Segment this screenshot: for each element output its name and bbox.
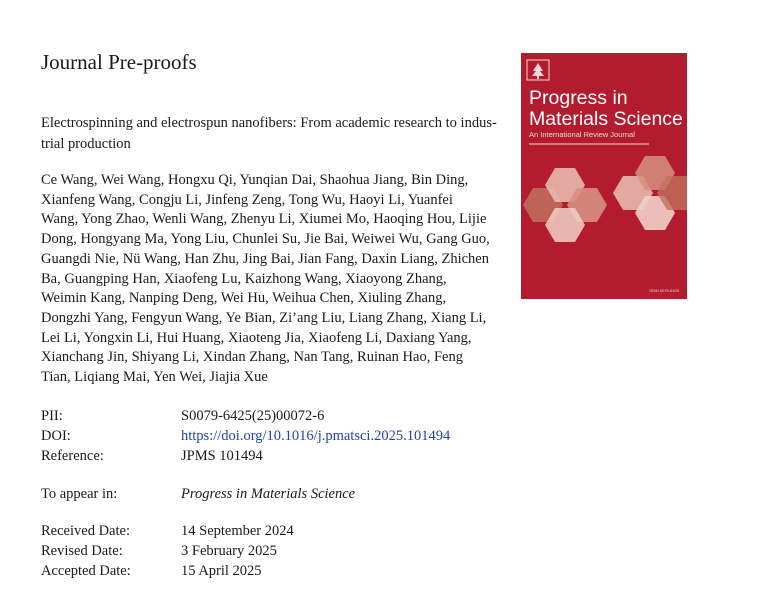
doi-label: DOI:	[41, 428, 71, 444]
cover-title-line: Progress in	[529, 87, 628, 109]
author-list	[41, 171, 511, 388]
received-value: 14 September 2024	[181, 523, 294, 539]
pii-value: S0079-6425(25)00072-6	[181, 408, 325, 424]
received-label: Received Date:	[41, 523, 130, 539]
author-line: Ce Wang, Wei Wang, Hongxu Qi, Yunqian Dai, Shaohua Jiang, Bin Ding,	[41, 172, 469, 188]
article-title-line: trial production	[41, 136, 131, 152]
appear-in-block	[41, 484, 355, 504]
journal-cover	[521, 53, 687, 299]
doi-row	[41, 426, 450, 446]
author-line: Dong, Hongyang Ma, Yong Liu, Chunlei Su, Jie Bai, Weiwei Wu, Gang Guo,	[41, 231, 490, 248]
cover-title-line: Materials Science	[529, 107, 683, 130]
author-line: Dongzhi Yang, Fengyun Wang, Ye Bian, Zi’ang Liu, Liang Zhang, Xiang Li,	[41, 309, 487, 326]
author-line: Xianfeng Wang, Congju Li, Jinfeng Zeng, Tong Wu, Haoyi Li, Yuanfei	[41, 191, 453, 208]
received-row	[41, 521, 294, 541]
cover-issn: ISSN 0079-6425	[649, 288, 679, 293]
pii-row	[41, 406, 450, 426]
reference-row	[41, 446, 450, 466]
appear-in-row	[41, 484, 355, 504]
article-title	[41, 113, 511, 155]
author-line: Weimin Kang, Nanping Deng, Wei Hu, Weihua Chen, Xiuling Zhang,	[41, 290, 447, 307]
cover-hexagon-art	[521, 153, 687, 243]
accepted-value: 15 April 2025	[181, 563, 262, 579]
author-line: Wang, Yong Zhao, Wenli Wang, Zhenyu Li, Xiumei Mo, Haoqing Hou, Lijie	[41, 211, 487, 228]
cover-subtitle: An International Review Journal	[529, 130, 635, 139]
identifier-block	[41, 406, 450, 466]
doi-link[interactable]: https://doi.org/10.1016/j.pmatsci.2025.101494	[181, 428, 451, 444]
page-header: Journal Pre-proofs	[41, 50, 197, 74]
dates-block	[41, 521, 294, 581]
pii-label: PII:	[41, 408, 63, 424]
author-line: Xianchang Jin, Shiyang Li, Xindan Zhang, Nan Tang, Ruinan Hao, Feng	[41, 349, 463, 366]
article-title-line: Electrospinning and electrospun nanofibers: From academic research to indus-	[41, 115, 497, 131]
cover-title	[529, 88, 683, 129]
reference-label: Reference:	[41, 448, 104, 464]
appear-in-label: To appear in:	[41, 486, 118, 502]
journal-name: Progress in Materials Science	[181, 486, 356, 502]
revised-label: Revised Date:	[41, 543, 123, 559]
accepted-row	[41, 561, 294, 581]
author-line: Tian, Liqiang Mai, Yen Wei, Jiajia Xue	[41, 369, 268, 386]
revised-row	[41, 541, 294, 561]
author-line: Ba, Guangping Han, Xiaofeng Lu, Kaizhong Wang, Xiaoyong Zhang,	[41, 270, 447, 287]
author-line: Lei Li, Yongxin Li, Hui Huang, Xiaoteng Jia, Xiaofeng Li, Daxiang Yang,	[41, 329, 472, 346]
revised-value: 3 February 2025	[181, 543, 277, 559]
cover-fine-print-bar	[529, 143, 649, 147]
elsevier-tree-logo-icon	[526, 59, 550, 81]
accepted-label: Accepted Date:	[41, 563, 131, 579]
author-line: Guangdi Nie, Nü Wang, Han Zhu, Jing Bai, Jian Fang, Daxin Liang, Zhichen	[41, 250, 489, 267]
reference-value: JPMS 101494	[181, 448, 263, 464]
